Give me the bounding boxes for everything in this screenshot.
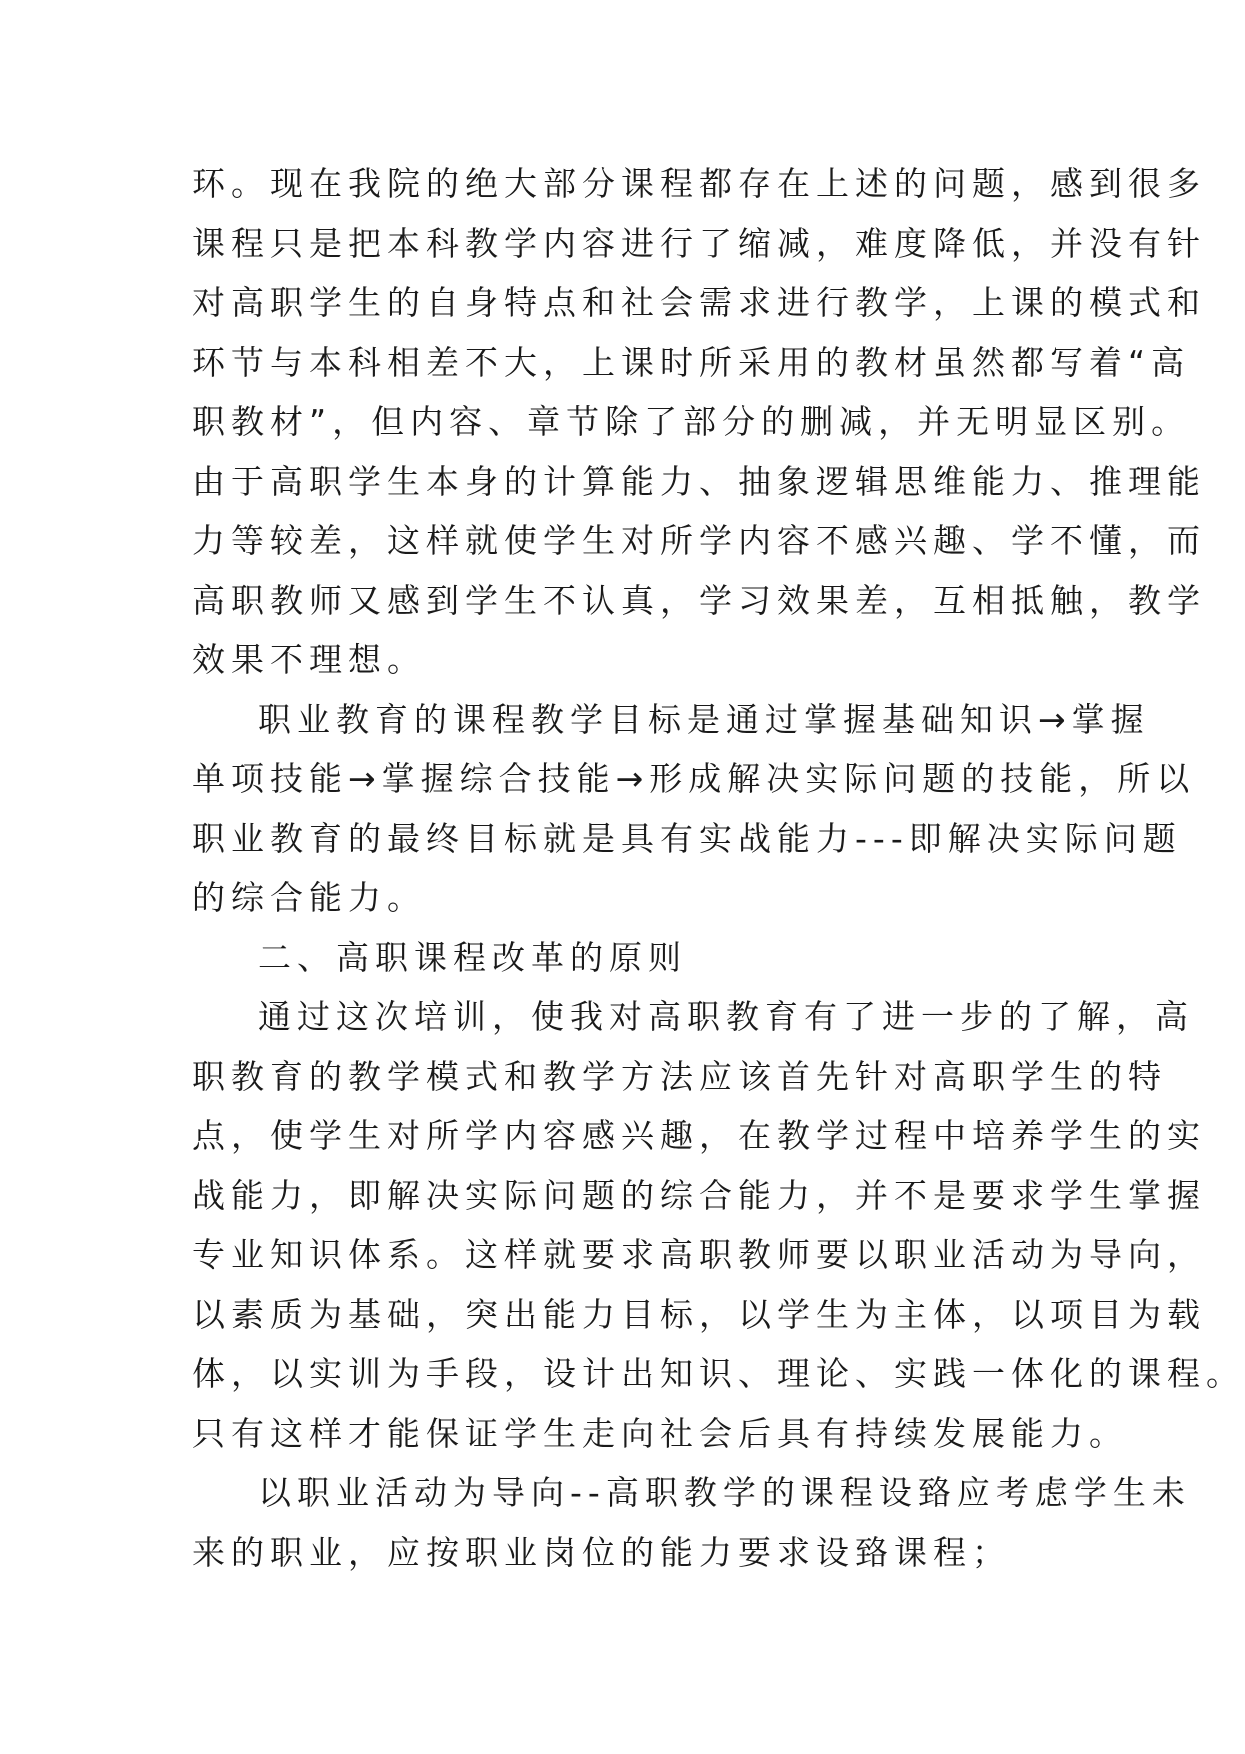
text-line: 环节与本科相差不大，上课时所采用的教材虽然都写着“高	[192, 342, 1191, 382]
text-line: 环。现在我院的绝大部分课程都存在上述的问题，感到很多	[192, 164, 1206, 203]
text-line: 力等较差，这样就使学生对所学内容不感兴趣、学不懂，而	[192, 521, 1206, 560]
text-line: 课程只是把本科教学内容进行了缩减，难度降低，并没有针	[192, 223, 1206, 263]
text-line: 点，使学生对所学内容感兴趣，在教学过程中培养学生的实	[192, 1116, 1206, 1155]
text-line: 对高职学生的自身特点和社会需求进行教学，上课的模式和	[192, 283, 1206, 322]
body-text	[192, 154, 1245, 1582]
text-line: 体，以实训为手段，设计出知识、理论、实践一体化的课程。	[192, 1354, 1245, 1393]
text-line: 只有这样才能保证学生走向社会后具有持续发展能力。	[192, 1413, 1128, 1453]
text-line: 单项技能→掌握综合技能→形成解决实际问题的技能，所以	[192, 759, 1196, 798]
text-line: 由于高职学生本身的计算能力、抽象逻辑思维能力、推理能	[192, 461, 1206, 501]
text-line: 效果不理想。	[192, 640, 426, 679]
text-line: 职教育的教学模式和教学方法应该首先针对高职学生的特	[192, 1056, 1167, 1096]
paragraph-start-line: 职业教育的课程教学目标是通过掌握基础知识→掌握	[258, 699, 1150, 739]
section-heading: 二、高职课程改革的原则	[258, 937, 687, 977]
text-line: 来的职业，应按职业岗位的能力要求设臵课程；	[192, 1532, 1011, 1572]
paragraph-start-line: 以职业活动为导向--高职教学的课程设臵应考虑学生未	[258, 1473, 1191, 1512]
text-line: 职业教育的最终目标就是具有实战能力---即解决实际问题	[192, 818, 1182, 858]
text-line: 职教材”，但内容、章节除了部分的删减，并无明显区别。	[192, 402, 1191, 441]
text-line: 战能力，即解决实际问题的综合能力，并不是要求学生掌握	[192, 1175, 1206, 1215]
text-line: 以素质为基础，突出能力目标，以学生为主体，以项目为载	[192, 1294, 1206, 1334]
text-line: 的综合能力。	[192, 878, 426, 917]
text-line: 专业知识体系。这样就要求高职教师要以职业活动为导向，	[192, 1235, 1206, 1274]
paragraph-start-line: 通过这次培训，使我对高职教育有了进一步的了解，高	[258, 997, 1194, 1036]
text-line: 高职教师又感到学生不认真，学习效果差，互相抵触，教学	[192, 580, 1206, 620]
